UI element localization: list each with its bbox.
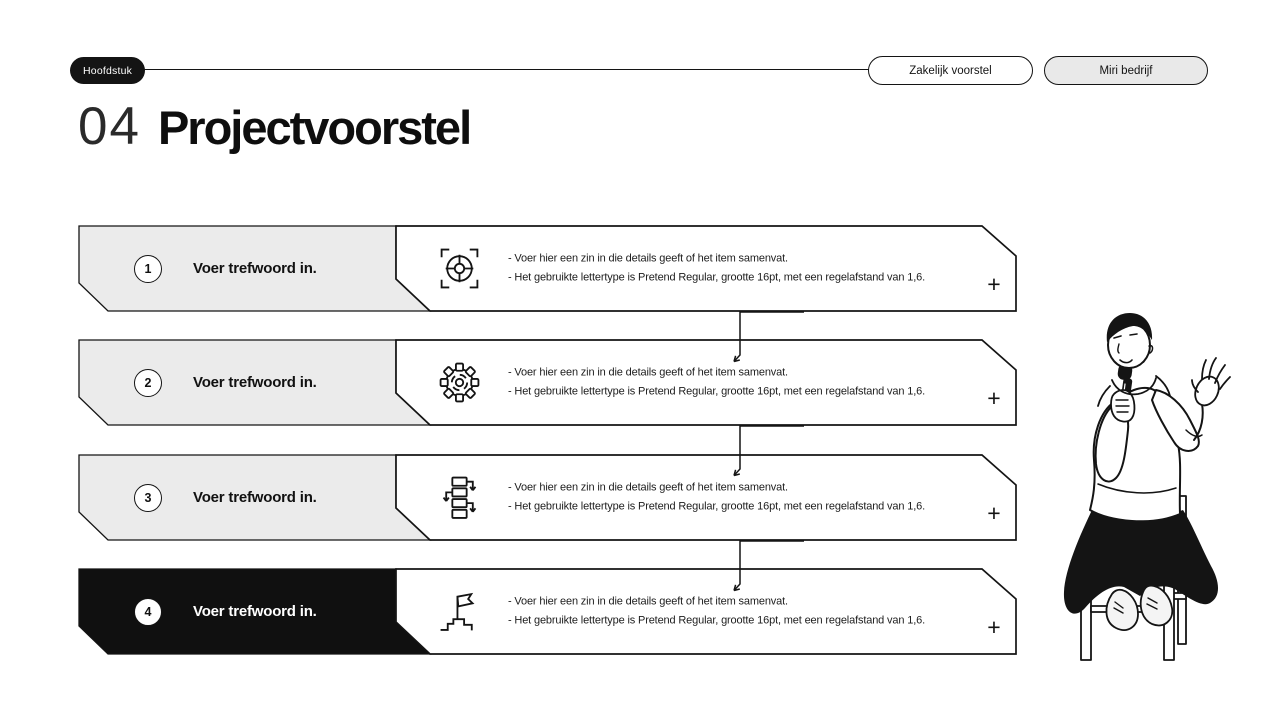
detail-line: - Het gebruikte lettertype is Pretend Regular, grootte 16pt, met een regelafstand van 1,6. xyxy=(508,500,925,513)
step-keyword: Voer trefwoord in. xyxy=(193,603,317,620)
step-details xyxy=(508,249,925,288)
expand-button[interactable]: + xyxy=(987,614,1001,640)
open-hand xyxy=(1191,373,1224,409)
step-number: 2 xyxy=(144,375,152,390)
section-title: Projectvoorstel xyxy=(157,101,471,154)
step-keyword: Voer trefwoord in. xyxy=(193,489,317,506)
detail-line: - Voer hier een zin in die details geeft of het item samenvat. xyxy=(508,481,788,493)
section-number: 04 xyxy=(78,97,141,156)
tab-zakelijk-voorstel[interactable]: Zakelijk voorstel xyxy=(868,56,1033,85)
detail-line: - Het gebruikte lettertype is Pretend Regular, grootte 16pt, met een regelafstand van 1,6. xyxy=(508,271,925,284)
header-divider-line xyxy=(140,69,870,70)
focus-target-icon xyxy=(437,246,482,291)
detail-line: - Voer hier een zin in die details geeft of het item samenvat. xyxy=(508,595,788,607)
presenter-illustration xyxy=(1052,288,1232,673)
gear-icon xyxy=(437,360,482,405)
step-keyword: Voer trefwoord in. xyxy=(193,374,317,391)
process-step-row-1 xyxy=(78,225,1017,312)
page-title xyxy=(78,96,470,157)
process-step-row-2 xyxy=(78,339,1017,426)
flowchart-icon xyxy=(437,475,482,520)
detail-line: - Het gebruikte lettertype is Pretend Regular, grootte 16pt, met een regelafstand van 1,6. xyxy=(508,614,925,627)
detail-line: - Voer hier een zin in die details geeft of het item samenvat. xyxy=(508,366,788,378)
step-number: 3 xyxy=(144,490,152,505)
detail-line: - Het gebruikte lettertype is Pretend Regular, grootte 16pt, met een regelafstand van 1,6. xyxy=(508,385,925,398)
chapter-tag: Hoofdstuk xyxy=(70,57,145,84)
expand-button[interactable]: + xyxy=(987,271,1001,297)
step-keyword: Voer trefwoord in. xyxy=(193,260,317,277)
flow-connector-arrow-3 xyxy=(700,540,820,598)
detail-line: - Voer hier een zin in die details geeft of het item samenvat. xyxy=(508,252,788,264)
sneaker-left xyxy=(1106,590,1138,630)
step-number-badge xyxy=(134,484,162,512)
process-step-row-4 xyxy=(78,568,1017,655)
step-number-badge xyxy=(134,369,162,397)
step-number-badge xyxy=(134,255,162,283)
step-number: 4 xyxy=(144,604,152,619)
step-number-badge xyxy=(134,598,162,626)
process-step-row-3 xyxy=(78,454,1017,541)
step-details xyxy=(508,478,925,517)
flow-connector-arrow-1 xyxy=(700,311,820,369)
tab-miri-bedrijf[interactable]: Miri bedrijf xyxy=(1044,56,1208,85)
expand-button[interactable]: + xyxy=(987,500,1001,526)
expand-button[interactable]: + xyxy=(987,385,1001,411)
milestone-flag-icon xyxy=(437,589,482,634)
flow-connector-arrow-2 xyxy=(700,425,820,483)
step-number: 1 xyxy=(144,261,152,276)
